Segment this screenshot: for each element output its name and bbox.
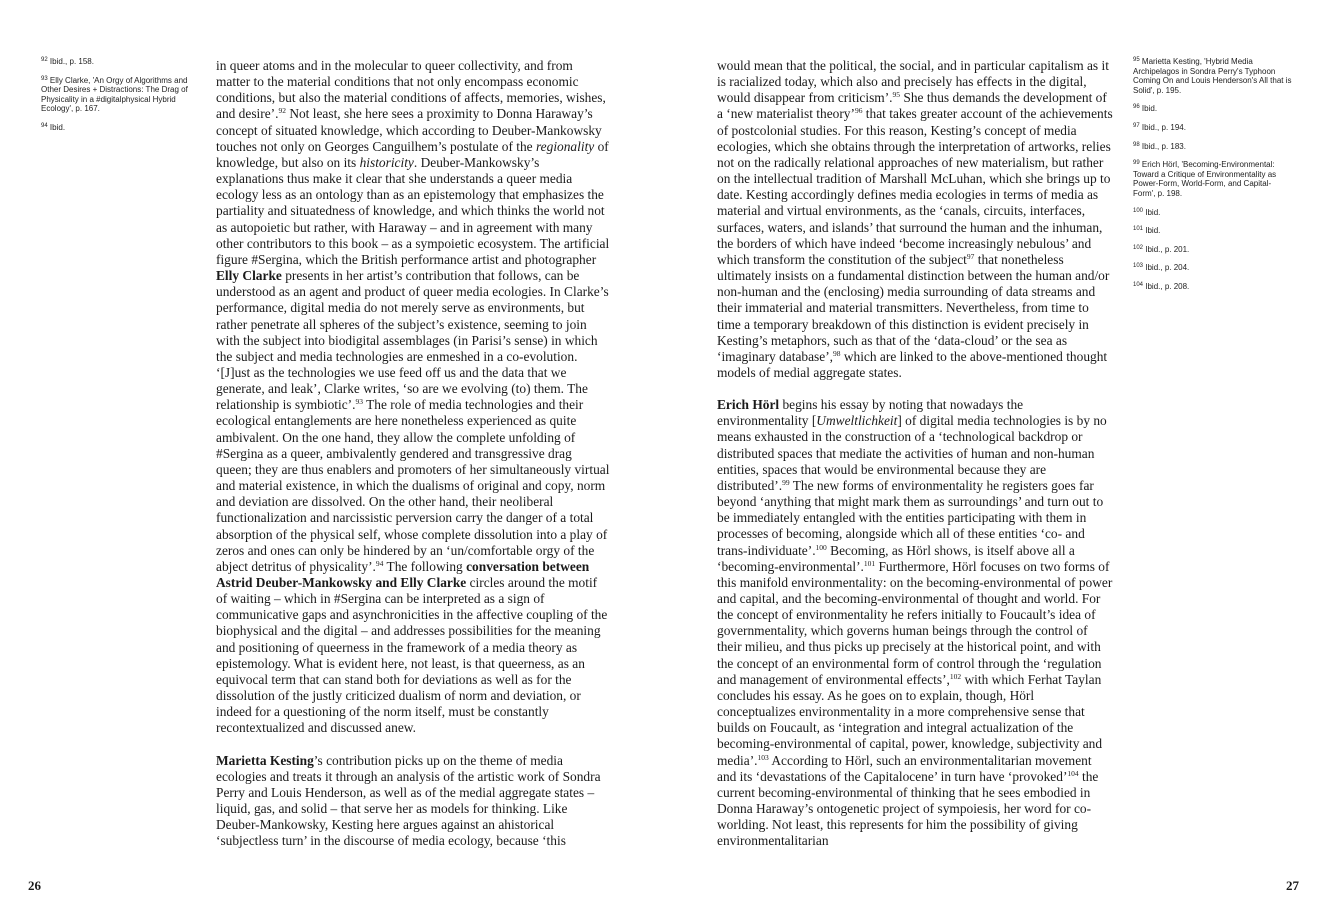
footnote-ref: 102 [949, 671, 962, 681]
text-run: Umweltlichkeit [816, 413, 898, 429]
text-run: The role of media technologies and their ecological entanglements are here nonetheless experienced as quite ambivalent. On the one hand, they allow the complete unfolding of #Sergina as a queer, ambivalently gendered and transgressive drag queen; they are thus enablers and promoters of her simultaneously virtual and material existence, in which the dualisms of original and copy, norm and deviation are dissolved. On the other hand, their neoliberal functionalization and narcissistic perversion carry the danger of a total absorption of the physical self, whose complete dissolution into a play of zeros and ones can only be hindered by an ‘un/comfortable orgy of the abject detritus of physicality’. [216, 397, 610, 574]
footnote: $^{93}$ Elly Clarke, 'An Orgy of Algorithms and Other Desires + Distractions: The Drag of Physicality in a #digitalphysical Hybrid Ecology', p. 167. [41, 75, 188, 114]
text-run: with which Ferhat Taylan concludes his essay. As he goes on to explain, though, Hörl conceptualizes environmentality in a more comprehensive sense that builds on Foucault, as ‘integration and integral actualization of the becoming-environmental of capital, power, knowledge, subjectivity and media’. [717, 671, 1103, 768]
text-run: regionality [535, 138, 595, 154]
left-body-text [216, 58, 610, 866]
footnote: $^{102}$ Ibid., p. 201. [1133, 244, 1190, 254]
paragraph [216, 58, 610, 737]
footnote-ref: 96 [854, 106, 863, 116]
footnote: $^{100}$ Ibid. [1133, 207, 1161, 217]
text-run: the current becoming-environmental of thinking that he sees embodied in Donna Haraway’s ontogenetic project of sympoiesis, her word for co-worlding. Not least, this represents for him the possibility of giving environmentalitarian [717, 768, 1099, 849]
footnote: $^{101}$ Ibid. [1133, 226, 1161, 236]
text-run: circles around the motif of waiting – which in #Sergina can be interpreted as a sign of communicative gaps and asynchronicities in the affective coupling of the biophysical and the digital – and addresses possibilities for the meaning and positioning of queerness in the framework of a media theory as epistemology. What is evident here, not least, is that queerness, as an equivocal term that can stand both for deviations as well as for the dissolution of the justly criticized dualism of norm and deviation, or indeed for a questioning of the norm itself, must be constantly recontextualized and discussed anew. [216, 575, 608, 736]
text-run: historicity [359, 154, 414, 170]
page-number: 27 [1286, 878, 1299, 893]
text-run: She thus demands the development of a ‘new materialist theory’ [717, 90, 1107, 122]
right-page [663, 0, 1326, 912]
footnote-ref: 93 [355, 397, 363, 407]
footnote-ref: 98 [833, 348, 841, 358]
paragraph [717, 58, 1113, 381]
text-run: presents in her artist’s contribution that follows, can be understood as an agent and product of queer media ecologies. In Clarke’s performance, digital media do not merely serve as environments, but rather penetrate all spheres of the subject’s existence, seeming to join with the subject into biodigital assemblages (in Parisi’s sense) in which the subject and media technologies are enmeshed in a co-evolution. ‘[J]ust as the technologies we use feed off us and the data that we generate, and leak’, Clarke writes, ‘so are we evolving (to) them. The relationship is symbiotic’. [216, 268, 609, 413]
footnote-ref: 99 [782, 477, 790, 487]
text-run: of knowledge, but also on its [216, 138, 609, 170]
footnote-ref: 103 [757, 752, 769, 762]
text-run: that takes greater account of the achievements of postcolonial studies. For this reason, Kesting’s concept of media ecologies, which she obtains through the interpretation of artworks, relies not on the radically relational approaches of new materialism, but rather on the intellectual tradition of Marshall McLuhan, which she brings up to date. Kesting accordingly defines media ecologies in terms of media as material and virtual environments, as the ‘canals, circuits, interfaces, surfaces, waters, and islands’ that surround the human and the inhuman, the borders of which have indeed ‘become increasingly nebulous’ and which transform the constitution of the subject [717, 106, 1113, 267]
text-run: Erich Hörl [717, 397, 780, 413]
footnote-ref: 97 [966, 251, 975, 261]
footnote: $^{98}$ Ibid., p. 183. [1133, 141, 1186, 151]
text-run: Elly Clarke [216, 268, 282, 284]
text-run: According to Hörl, such an environmentalitarian movement and its ‘devastations of the Capitalocene’ in turn have ‘provoked’ [717, 752, 1092, 784]
text-run: The following [383, 558, 467, 574]
text-run: which are linked to the above-mentioned thought models of medial aggregate states. [717, 348, 1108, 380]
right-body-text [717, 58, 1113, 866]
footnote: $^{104}$ Ibid., p. 208. [1133, 281, 1190, 291]
text-run: that nonetheless ultimately insists on a fundamental distinction between the human and/or non-human and the (enclosing) media surrounding of data streams and their immaterial and material transmitters. Nevertheless, from time to time a temporary breakdown of this distinction is evident precisely in Kesting’s metaphors, such as that of the ‘data-cloud’ or the sea as ‘imaginary database’, [717, 251, 1110, 364]
text-run: begins his essay by noting that nowadays the environmentality [ [717, 397, 1024, 429]
right-footnotes [1133, 57, 1293, 301]
footnote: $^{95}$ Marietta Kesting, 'Hybrid Media Archipelagos in Sondra Perry's Typhoon Coming On and Louis Henderson's All that is Solid', p. 195. [1133, 57, 1292, 95]
text-run: conversation between Astrid Deuber-Mankowsky and Elly Clarke [216, 558, 590, 590]
footnote: $^{97}$ Ibid., p. 194. [1133, 122, 1186, 132]
footnote-ref: 95 [892, 90, 901, 100]
text-run: Furthermore, Hörl focuses on two forms of this manifold environmentality: on the becoming-environmental of power and capital, and the becoming-environmental of thought and world. For the concept of environmentality he refers initially to Foucault’s idea of governmentality, which governs human beings through the control of their milieu, and thus picks up precisely at the historical point, and with the concept of an environmental form of control through the ‘regulation and management of environmental effects’, [717, 558, 1113, 687]
paragraph [216, 753, 610, 850]
footnote: $^{92}$ Ibid., p. 158. [41, 57, 94, 66]
footnote: $^{99}$ Erich Hörl, 'Becoming-Environmental: Toward a Critique of Environmentality as Power-Form, World-Form, and Capital-Form', p. 198. [1133, 160, 1277, 198]
page-number: 26 [28, 878, 41, 893]
text-run: . Deuber-Mankowsky’s explanations thus make it clear that she understands a queer media ecology less as an ontology than as an epistemology that emphasizes the partiality and situatedness of knowledge, and which thinks the world not as autopoietic but rather, with Haraway – and in agreement with many other contributors to this book – as a sympoietic ecosystem. The artificial figure #Sergina, which the British performance artist and photographer [216, 154, 610, 267]
footnote-ref: 101 [863, 558, 876, 568]
text-run: in queer atoms and in the molecular to queer collectivity, and from matter to the material conditions that not only encompass economic conditions, but also the material conditions of affects, memories, wishes, and desire’. [216, 58, 606, 122]
paragraph [717, 397, 1113, 849]
left-footnotes [41, 57, 193, 142]
footnote-ref: 100 [815, 542, 827, 552]
footnote-ref: 104 [1067, 768, 1079, 778]
footnote-ref: 94 [375, 558, 384, 568]
text-run: would mean that the political, the social, and in particular capitalism as it is racialized today, which also and precisely has effects in the digital, would disappear from criticism’. [717, 58, 1109, 106]
footnote-ref: 92 [278, 106, 286, 116]
text-run: ] of digital media technologies is by no means exhausted in the construction of a ‘technological backdrop or distributed spaces that mediate the activities of human and non-human entities, spaces that would be environmental because they are distributed’. [717, 413, 1107, 493]
text-run: Marietta Kesting [216, 752, 314, 768]
footnote: $^{96}$ Ibid. [1133, 104, 1158, 114]
text-run: The new forms of environmentality he registers goes far beyond ‘anything that might mark them as surroundings’ and turn out to be immediately entangled with the entities participating with them in processes of becoming, alongside which all of these entities ‘co- and trans-individuate’. [717, 477, 1104, 558]
text-run: Becoming, as Hörl shows, is itself above all a ‘becoming-environmental’. [717, 542, 1075, 574]
footnote: $^{94}$ Ibid. [41, 122, 66, 132]
text-run: Not least, she here sees a proximity to Donna Haraway’s concept of situated knowledge, which according to Deuber-Mankowsky touches not only on Georges Canguilhem’s postulate of the [216, 106, 602, 154]
footnote: $^{103}$ Ibid., p. 204. [1133, 263, 1190, 273]
text-run: ’s contribution picks up on the theme of media ecologies and treats it through an analysis of the artistic work of Sondra Perry and Louis Henderson, as well as of the medial aggregate states – liquid, gas, and solid – that serve her as models for thinking. Like Deuber-Mankowsky, Kesting here argues against an ahistorical ‘subjectless turn’ in the discourse of media ecology, because ‘this [216, 752, 601, 849]
